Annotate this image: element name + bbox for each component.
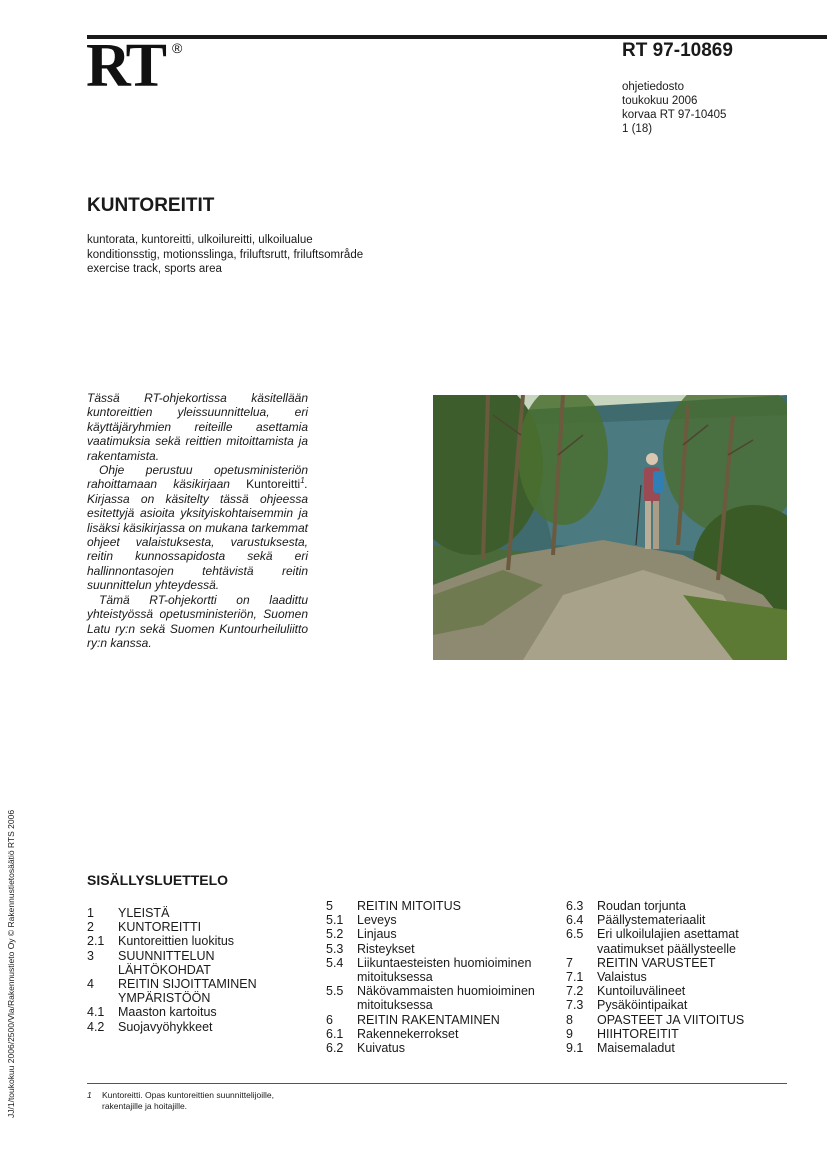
toc-item — [566, 1027, 781, 1041]
toc-label: Päällystemateriaalit — [597, 913, 706, 928]
toc-label: Kuntoiluvälineet — [597, 984, 686, 999]
toc-number: 2.1 — [87, 934, 105, 949]
toc-item — [87, 949, 277, 977]
toc-number: 6 — [326, 1012, 333, 1027]
toc-item — [566, 970, 781, 984]
page-title: KUNTOREITIT — [87, 195, 215, 216]
keywords-fi: kuntorata, kuntoreitti, ulkoilureitti, ulkoilualue — [87, 234, 313, 246]
meta-type: ohjetiedosto — [622, 81, 685, 93]
toc-item — [566, 956, 781, 970]
toc-label: REITIN RAKENTAMINEN — [357, 1012, 500, 1027]
toc-item — [87, 977, 277, 1005]
toc-label: Pysäköintipaikat — [597, 998, 688, 1013]
toc-number: 7.3 — [566, 998, 584, 1013]
intro-text — [87, 391, 308, 650]
toc-label: Liikuntaesteisten huomioiminen mitoituksessa — [357, 955, 532, 985]
toc-number: 7 — [566, 955, 573, 970]
registered-mark: ® — [172, 40, 183, 56]
toc-number: 6.3 — [566, 899, 584, 913]
toc-item — [566, 927, 781, 955]
toc-number: 5.5 — [326, 984, 344, 999]
footnote — [87, 1090, 274, 1112]
toc-number: 7.1 — [566, 970, 584, 985]
toc-number: 5.4 — [326, 955, 344, 970]
intro-paragraph-1: Tässä RT-ohjekortissa käsitellään kuntoreittien yleissuunnittelua, eri käyttäjäryhmien reiteille asettamia vaatimuksia sekä reittien mitoittamista ja rakentamista. — [87, 391, 308, 463]
toc-label: KUNTOREITTI — [118, 920, 202, 935]
toc-number: 8 — [566, 1012, 573, 1027]
toc-item — [326, 1027, 541, 1041]
footnote-rule — [87, 1083, 787, 1084]
footnote-ref: 1 — [300, 476, 305, 486]
intro-paragraph-2: Ohje perustuu opetusministeriön rahoittamaan käsikirjaan Kuntoreitti$^1$. Kirjassa on käsitelty tässä ohjeessa esitettyjä asioita yksityiskohtaisemmin ja lisäksi käsikirjassa on mukana tarkemmat ohjeet valaistuksesta, varustuksesta, reitin kunnossapidosta sekä eri hallinnontasojen tehtävistä reitin suunnittelun yhteydessä. — [87, 463, 308, 593]
intro-paragraph-3: Tämä RT-ohjekortti on laadittu yhteistyössä opetusministeriön, Suomen Latu ry:n sekä Suomen Kuntourheiluliitto ry:n kanssa. — [87, 592, 308, 650]
toc-label: Risteykset — [357, 941, 415, 956]
toc-number: 4.1 — [87, 1005, 105, 1020]
toc-title: SISÄLLYSLUETTELO — [87, 872, 229, 888]
toc-column-3 — [566, 899, 781, 1055]
document-meta — [622, 80, 726, 136]
toc-item — [326, 913, 541, 927]
meta-date: toukokuu 2006 — [622, 95, 698, 107]
header-rule — [87, 35, 827, 39]
toc-label: Suojavyöhykkeet — [118, 1019, 213, 1034]
toc-column-2 — [326, 899, 541, 1055]
toc-label: YLEISTÄ — [118, 906, 170, 920]
toc-number: 4.2 — [87, 1019, 105, 1034]
toc-item — [87, 1020, 277, 1034]
toc-number: 6.2 — [326, 1041, 344, 1056]
toc-item — [566, 913, 781, 927]
toc-label: Valaistus — [597, 970, 647, 985]
footnote-mark: 1 — [87, 1090, 92, 1100]
toc-item — [326, 956, 541, 984]
toc-item — [566, 1013, 781, 1027]
document-number: RT 97-10869 — [622, 40, 733, 61]
toc-item — [326, 984, 541, 1012]
toc-item — [566, 1041, 781, 1055]
toc-column-1 — [87, 906, 277, 1034]
toc-number: 7.2 — [566, 984, 584, 999]
toc-item — [326, 1013, 541, 1027]
footnote-line-2: rakentajille ja hoitajille. — [102, 1101, 188, 1111]
toc-label: Maisemaladut — [597, 1041, 675, 1056]
toc-number: 5 — [326, 899, 333, 913]
toc-label: HIIHTOREITIT — [597, 1026, 679, 1041]
toc-number: 1 — [87, 906, 94, 920]
toc-item — [326, 942, 541, 956]
book-title: Kuntoreitti — [246, 477, 301, 492]
toc-number: 5.3 — [326, 941, 344, 956]
toc-item — [87, 906, 277, 920]
keywords-sv: konditionsstig, motionsslinga, friluftsrutt, friluftsområde — [87, 248, 364, 261]
footnote-line-1: Kuntoreitti. Opas kuntoreittien suunnittelijoille, — [102, 1090, 274, 1100]
toc-item — [87, 920, 277, 934]
toc-label: Linjaus — [357, 927, 397, 942]
toc-label: Näkövammaisten huomioiminen mitoituksessa — [357, 984, 535, 1013]
toc-number: 3 — [87, 948, 94, 963]
toc-number: 6.4 — [566, 913, 584, 928]
toc-number: 6.1 — [326, 1026, 344, 1041]
toc-label: Roudan torjunta — [597, 899, 686, 913]
rt-logo-text: RT — [86, 32, 164, 100]
toc-number: 4 — [87, 977, 94, 992]
toc-item — [87, 1005, 277, 1019]
keywords — [87, 233, 363, 277]
toc-number: 2 — [87, 920, 94, 935]
toc-number: 6.5 — [566, 927, 584, 942]
toc-number: 5.2 — [326, 927, 344, 942]
toc-item — [87, 934, 277, 948]
toc-label: Kuntoreittien luokitus — [118, 934, 235, 949]
toc-item — [326, 899, 541, 913]
keywords-en: exercise track, sports area — [87, 263, 222, 275]
toc-label: Rakennekerrokset — [357, 1026, 459, 1041]
meta-page: 1 (18) — [622, 123, 653, 135]
toc-label: REITIN SIJOITTAMINEN YMPÄRISTÖÖN — [118, 977, 257, 1006]
toc-label: REITIN MITOITUS — [357, 899, 461, 913]
toc-number: 9.1 — [566, 1041, 584, 1056]
toc-number: 5.1 — [326, 913, 344, 928]
toc-label: Maaston kartoitus — [118, 1005, 217, 1020]
toc-label: Eri ulkoilulajien asettamat vaatimukset päällysteelle — [597, 927, 739, 956]
meta-replaces: korvaa RT 97-10405 — [622, 109, 727, 121]
toc-number: 9 — [566, 1026, 573, 1041]
toc-item — [566, 998, 781, 1012]
rt-logo — [86, 32, 183, 100]
side-imprint: JJ/1/toukokuu 2006/2500/Vla/Rakennustieto Oy © Rakennustietosäätiö RTS 2006 — [6, 809, 16, 1118]
toc-label: Kuivatus — [357, 1041, 405, 1056]
toc-item — [566, 899, 781, 913]
toc-label: Leveys — [357, 913, 397, 928]
toc-item — [566, 984, 781, 998]
toc-item — [326, 927, 541, 941]
forest-lake-photo — [433, 395, 787, 660]
toc-label: REITIN VARUSTEET — [597, 955, 716, 970]
toc-label: OPASTEET JA VIITOITUS — [597, 1012, 745, 1027]
toc-label: SUUNNITTELUN LÄHTÖKOHDAT — [118, 948, 215, 977]
toc-item — [326, 1041, 541, 1055]
